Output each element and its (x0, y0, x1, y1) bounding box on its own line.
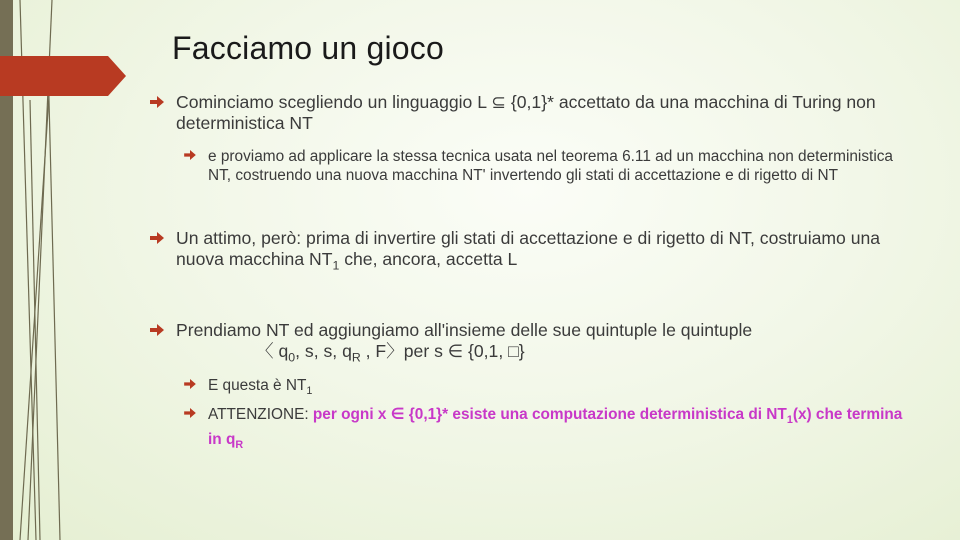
arrow-right-icon (184, 408, 196, 418)
arrow-right-icon (150, 324, 164, 336)
bullet-2-text-end: che, ancora, accetta L (339, 249, 518, 269)
subscript: R (351, 350, 361, 365)
title-arrow-shape (0, 56, 130, 98)
formula-part: , s, s, q (295, 341, 352, 362)
slide-content (150, 90, 910, 455)
highlight-text: per ogni x ∈ {0,1}* esiste una computazione deterministica di NT (312, 406, 787, 424)
bullet-3-1 (150, 376, 910, 401)
bullet-1-text: Cominciamo scegliendo un linguaggio L ⊆ {0,1}* accettato da una macchina di Turing non deterministica NT (176, 92, 876, 133)
subscript: 1 (786, 414, 793, 427)
bullet-3-text: Prendiamo NT ed aggiungiamo all'insieme delle sue quintuple le quintuple (176, 320, 753, 341)
bullet-2-text: Un attimo, però: prima di invertire gli stati di accettazione e di rigetto di NT, costruiamo una nuova macchina NT (176, 228, 881, 269)
subscript: R (235, 438, 244, 451)
arrow-right-icon (184, 150, 196, 160)
bullet-1 (150, 92, 910, 134)
formula-part: , F〉per s ∈ {0,1, □} (360, 341, 525, 362)
subscript: 0 (288, 350, 296, 365)
bullet-3-1-text: E questa è NT (208, 376, 307, 394)
bullet-1-1 (150, 147, 910, 185)
arrow-right-icon (150, 232, 164, 244)
bullet-3-2 (150, 405, 910, 455)
arrow-right-icon (150, 96, 164, 108)
quintuple-formula (176, 341, 910, 368)
attention-label: ATTENZIONE: (208, 406, 313, 424)
bullet-1-1-text: e proviamo ad applicare la stessa tecnica usata nel teorema 6.11 ad un macchina non deterministica NT, costruendo una nuova macchina NT' invertendo gli stati di accettazione e di rigetto di NT (208, 148, 893, 184)
formula-part: 〈 q (256, 341, 289, 362)
subscript: 1 (306, 384, 313, 397)
slide-title: Facciamo un gioco (172, 30, 444, 66)
bullet-2 (150, 228, 910, 276)
subscript: 1 (332, 258, 340, 273)
highlight-text: (x) che termina in q (208, 406, 903, 449)
arrow-right-icon (184, 379, 196, 389)
bullet-3 (150, 320, 910, 368)
